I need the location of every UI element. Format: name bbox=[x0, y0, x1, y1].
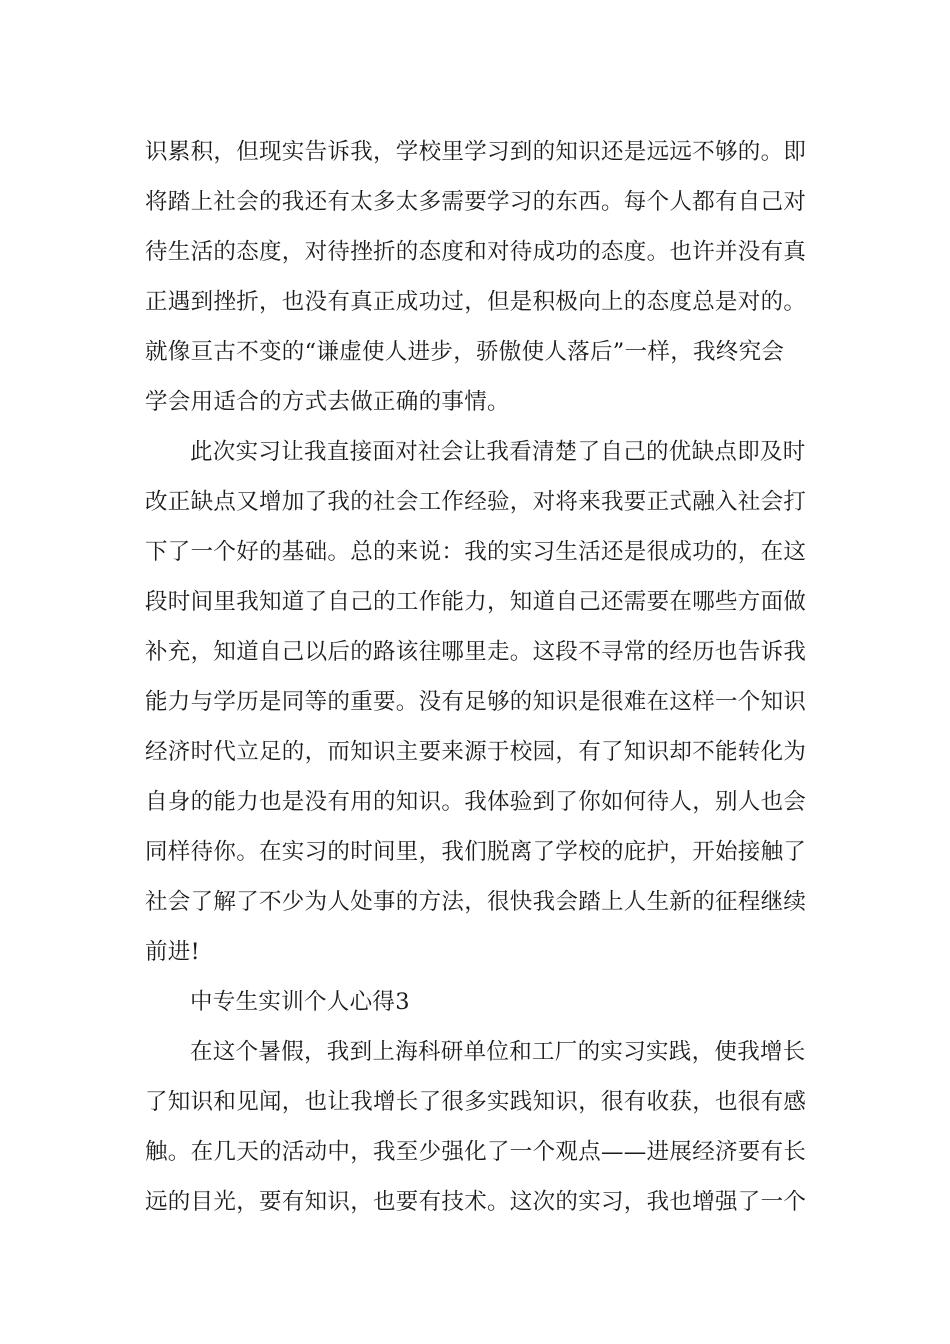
section-heading: 中专生实训个人心得3 bbox=[190, 989, 410, 1015]
text-line: 能力与学历是同等的重要。没有足够的知识是很难在这样一个知识 bbox=[145, 689, 807, 715]
text-line: 正遇到挫折，也没有真正成功过，但是积极向上的态度总是对的。 bbox=[145, 289, 807, 315]
text-line: 将踏上社会的我还有太多太多需要学习的东西。每个人都有自己对 bbox=[145, 189, 807, 215]
text-line: 同样待你。在实习的时间里，我们脱离了学校的庇护，开始接触了 bbox=[145, 839, 807, 865]
text-line: 段时间里我知道了自己的工作能力，知道自己还需要在哪些方面做 bbox=[145, 589, 807, 615]
text-line: 补充，知道自己以后的路该往哪里走。这段不寻常的经历也告诉我 bbox=[145, 639, 807, 665]
text-line: 就像亘古不变的“谦虚使人进步，骄傲使人落后”一样，我终究会 bbox=[145, 339, 785, 365]
paragraph-first-line: 此次实习让我直接面对社会让我看清楚了自己的优缺点即及时 bbox=[190, 439, 806, 465]
text-line: 改正缺点又增加了我的社会工作经验，对将来我要正式融入社会打 bbox=[145, 489, 807, 515]
text-line: 识累积，但现实告诉我，学校里学习到的知识还是远远不够的。即 bbox=[145, 139, 807, 165]
text-line: 了知识和见闻，也让我增长了很多实践知识，很有收获，也很有感 bbox=[145, 1089, 807, 1115]
text-line: 经济时代立足的，而知识主要来源于校园，有了知识却不能转化为 bbox=[145, 739, 807, 765]
text-line: 远的目光，要有知识，也要有技术。这次的实习，我也增强了一个 bbox=[145, 1189, 807, 1215]
text-line: 触。在几天的活动中，我至少强化了一个观点——进展经济要有长 bbox=[145, 1139, 807, 1165]
text-line: 下了一个好的基础。总的来说：我的实习生活还是很成功的，在这 bbox=[145, 539, 807, 565]
text-line: 自身的能力也是没有用的知识。我体验到了你如何待人，别人也会 bbox=[145, 789, 807, 815]
text-line: 待生活的态度，对待挫折的态度和对待成功的态度。也许并没有真 bbox=[145, 239, 807, 265]
text-line: 学会用适合的方式去做正确的事情。 bbox=[145, 389, 510, 415]
text-line: 社会了解了不少为人处事的方法，很快我会踏上人生新的征程继续 bbox=[145, 889, 807, 915]
paragraph-first-line: 在这个暑假，我到上海科研单位和工厂的实习实践，使我增长 bbox=[190, 1039, 806, 1065]
text-line: 前进! bbox=[145, 939, 200, 965]
